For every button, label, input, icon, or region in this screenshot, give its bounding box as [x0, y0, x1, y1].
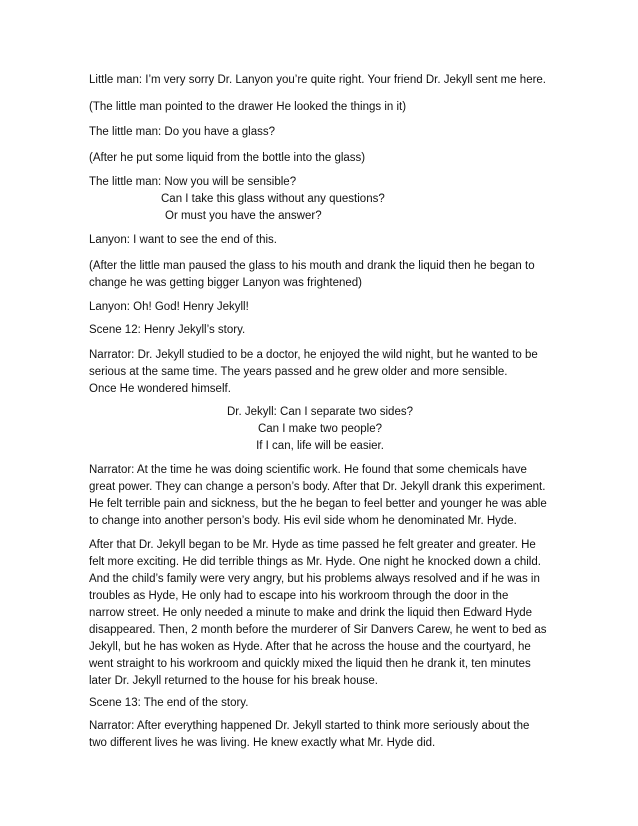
- text-line: The little man: Do you have a glass?: [89, 126, 276, 138]
- paragraph-little-man-sorry: [89, 72, 559, 89]
- text-line: change he was getting bigger Lanyon was frightened): [89, 277, 362, 289]
- paragraph-narrator-studied: [89, 347, 559, 398]
- text-line: great power. They can change a person’s body. After that Dr. Jekyll drank this experiment.: [89, 481, 546, 493]
- paragraph-became-hyde: [89, 537, 559, 690]
- text-line: And the child’s family were very angry, but his problems always resolved and if he was in: [89, 573, 540, 585]
- text-line: Lanyon: Oh! God! Henry Jekyll!: [89, 301, 249, 313]
- text-line: narrow street. He only needed a minute to make and drink the liquid then Edward Hyde: [89, 607, 533, 619]
- paragraph-narrator-end: [89, 718, 559, 752]
- text-line: Scene 12: Henry Jekyll’s story.: [89, 324, 246, 336]
- paragraph-drank-liquid: [89, 258, 559, 292]
- text-line: Once He wondered himself.: [89, 383, 231, 395]
- text-line: later Dr. Jekyll returned to the house for his break house.: [89, 675, 378, 687]
- text-line: Dr. Jekyll: Can I separate two sides?: [227, 406, 413, 418]
- text-line: to change into another person’s body. His evil side whom he denominated Mr. Hyde.: [89, 515, 517, 527]
- text-line: Narrator: At the time he was doing scientific work. He found that some chemicals have: [89, 464, 527, 476]
- text-line: After that Dr. Jekyll began to be Mr. Hyde as time passed he felt greater and greater. He: [89, 539, 536, 551]
- text-line: troubles as Hyde, He only had to escape into his workroom through the door in the: [89, 590, 509, 602]
- paragraph-jekyll-questions: [200, 404, 440, 455]
- text-line: If I can, life will be easier.: [256, 440, 384, 452]
- text-line: Can I make two people?: [257, 423, 383, 435]
- text-line: Little man: I’m very sorry Dr. Lanyon you’re quite right. Your friend Dr. Jekyll sent me here.: [89, 74, 547, 86]
- text-line: Narrator: After everything happened Dr. Jekyll started to think more seriously about the: [89, 720, 530, 732]
- text-line: Lanyon: I want to see the end of this.: [89, 234, 277, 246]
- text-line: felt more exciting. He did terrible things as Mr. Hyde. One night he knocked down a child.: [89, 556, 541, 568]
- paragraph-liquid-into-glass: [89, 150, 559, 167]
- text-line: two different lives he was living. He knew exactly what Mr. Hyde did.: [89, 737, 436, 749]
- text-line: (The little man pointed to the drawer He looked the things in it): [89, 101, 407, 113]
- paragraph-pointed-drawer: [89, 99, 559, 116]
- text-line: Narrator: Dr. Jekyll studied to be a doctor, he enjoyed the wild night, but he wanted to be: [89, 349, 538, 361]
- paragraph-oh-god: [89, 299, 559, 316]
- text-line: went straight to his workroom and quickly mixed the liquid then he drank it, ten minutes: [89, 658, 531, 670]
- text-line: Can I take this glass without any questions?: [161, 193, 385, 205]
- paragraph-scientific-work: [89, 462, 559, 530]
- scene-12-heading: [89, 322, 559, 339]
- text-line: The little man: Now you will be sensible?: [89, 176, 297, 188]
- text-line: He felt terrible pain and sickness, but the he began to feel better and younger he was able: [89, 498, 547, 510]
- text-line: (After he put some liquid from the bottle into the glass): [89, 152, 366, 164]
- text-line: Or must you have the answer?: [165, 210, 322, 222]
- paragraph-glass-question: [89, 124, 559, 141]
- paragraph-lanyon-end: [89, 232, 559, 249]
- text-line: (After the little man paused the glass to his mouth and drank the liquid then he began to: [89, 260, 535, 272]
- paragraph-sensible: [89, 174, 559, 225]
- scene-13-heading: [89, 695, 559, 712]
- text-line: Jekyll, but he has woken as Hyde. After that he across the house and the courtyard, he: [89, 641, 531, 653]
- text-line: serious at the same time. The years passed and he grew older and more sensible.: [89, 366, 508, 378]
- text-line: disappeared. Then, 2 month before the murderer of Sir Danvers Carew, he went to bed as: [89, 624, 547, 636]
- text-line: Scene 13: The end of the story.: [89, 697, 249, 709]
